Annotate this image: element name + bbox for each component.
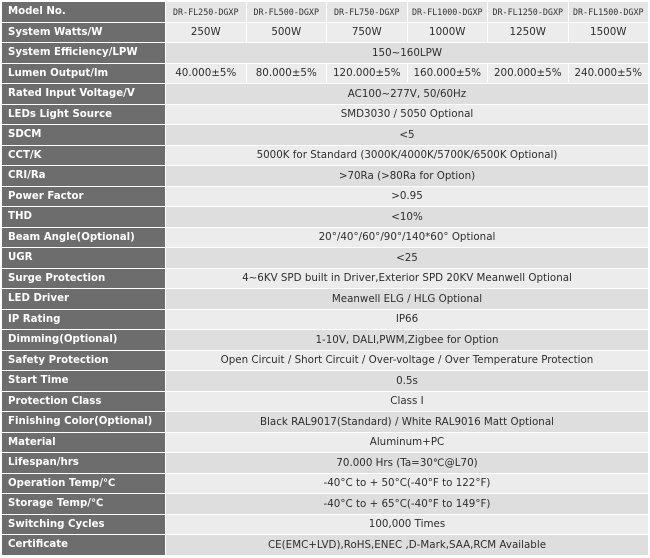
row-value: Aluminum+PC	[166, 432, 649, 453]
model-cell: DR-FL1500-DGXP	[568, 2, 649, 23]
row-value: Meanwell ELG / HLG Optional	[166, 289, 649, 310]
row-value: 150~160LPW	[166, 43, 649, 64]
row-label: UGR	[2, 248, 166, 269]
row-value: CE(EMC+LVD),RoHS,ENEC ,D-Mark,SAA,RCM Available	[166, 535, 649, 556]
row-value: AC100~277V, 50/60Hz	[166, 84, 649, 105]
row-value: Black RAL9017(Standard) / White RAL9016 Matt Optional	[166, 412, 649, 433]
row-label: Safety Protection	[2, 350, 166, 371]
table-row	[2, 330, 649, 351]
row-label: Start Time	[2, 371, 166, 392]
table-row	[2, 63, 649, 84]
table-row	[2, 371, 649, 392]
row-value: SMD3030 / 5050 Optional	[166, 104, 649, 125]
row-value: <10%	[166, 207, 649, 228]
row-label: LED Driver	[2, 289, 166, 310]
table-row	[2, 166, 649, 187]
lumen-cell: 200.000±5%	[488, 63, 569, 84]
table-row	[2, 186, 649, 207]
row-label: Switching Cycles	[2, 514, 166, 535]
row-value: 4~6KV SPD built in Driver,Exterior SPD 20KV Meanwell Optional	[166, 268, 649, 289]
row-label: Beam Angle(Optional)	[2, 227, 166, 248]
table-row	[2, 248, 649, 269]
row-label: Lifespan/hrs	[2, 453, 166, 474]
table-row	[2, 350, 649, 371]
row-value: <5	[166, 125, 649, 146]
watts-cell: 1250W	[488, 22, 569, 43]
row-label: CRI/Ra	[2, 166, 166, 187]
row-value: <25	[166, 248, 649, 269]
lumen-cell: 240.000±5%	[568, 63, 649, 84]
row-label: Certificate	[2, 535, 166, 556]
row-label-lumen: Lumen Output/lm	[2, 63, 166, 84]
row-value: 0.5s	[166, 371, 649, 392]
row-value: -40°C to + 50°C(-40°F to 122°F)	[166, 473, 649, 494]
model-cell: DR-FL750-DGXP	[327, 2, 408, 23]
row-label: IP Rating	[2, 309, 166, 330]
row-label: Power Factor	[2, 186, 166, 207]
row-label: Operation Temp/℃	[2, 473, 166, 494]
table-row	[2, 145, 649, 166]
table-row	[2, 207, 649, 228]
row-label: Protection Class	[2, 391, 166, 412]
row-value: Class Ⅰ	[166, 391, 649, 412]
row-value: 1-10V, DALI,PWM,Zigbee for Option	[166, 330, 649, 351]
row-label: Rated Input Voltage/V	[2, 84, 166, 105]
model-cell: DR-FL1000-DGXP	[407, 2, 488, 23]
row-label: Material	[2, 432, 166, 453]
table-row	[2, 43, 649, 64]
row-label: Dimming(Optional)	[2, 330, 166, 351]
table-row	[2, 104, 649, 125]
spec-table	[1, 1, 649, 556]
row-label: THD	[2, 207, 166, 228]
table-row	[2, 494, 649, 515]
watts-cell: 1500W	[568, 22, 649, 43]
table-row	[2, 84, 649, 105]
table-row	[2, 453, 649, 474]
table-row	[2, 514, 649, 535]
spec-rows	[2, 84, 649, 556]
lumen-cell: 80.000±5%	[246, 63, 327, 84]
table-row	[2, 535, 649, 556]
table-row	[2, 125, 649, 146]
row-value: Open Circuit / Short Circuit / Over-voltage / Over Temperature Protection	[166, 350, 649, 371]
row-label: SDCM	[2, 125, 166, 146]
row-value: 5000K for Standard (3000K/4000K/5700K/6500K Optional)	[166, 145, 649, 166]
row-label: Surge Protection	[2, 268, 166, 289]
lumen-cell: 40.000±5%	[166, 63, 247, 84]
row-label-model: Model No.	[2, 2, 166, 23]
row-value: 70.000 Hrs (Ta=30℃@L70)	[166, 453, 649, 474]
watts-cell: 500W	[246, 22, 327, 43]
row-value: -40°C to + 65°C(-40°F to 149°F)	[166, 494, 649, 515]
table-row	[2, 432, 649, 453]
model-cell: DR-FL500-DGXP	[246, 2, 327, 23]
watts-cell: 1000W	[407, 22, 488, 43]
table-row	[2, 391, 649, 412]
table-row	[2, 2, 649, 23]
row-label: Finishing Color(Optional)	[2, 412, 166, 433]
lumen-cell: 120.000±5%	[327, 63, 408, 84]
table-row	[2, 268, 649, 289]
model-cell: DR-FL1250-DGXP	[488, 2, 569, 23]
table-row	[2, 412, 649, 433]
row-value: IP66	[166, 309, 649, 330]
row-value: 20°/40°/60°/90°/140*60° Optional	[166, 227, 649, 248]
watts-cell: 250W	[166, 22, 247, 43]
table-row	[2, 309, 649, 330]
table-row	[2, 289, 649, 310]
row-value: 100,000 Times	[166, 514, 649, 535]
row-label: LEDs Light Source	[2, 104, 166, 125]
lumen-cell: 160.000±5%	[407, 63, 488, 84]
table-row	[2, 22, 649, 43]
row-label: Storage Temp/℃	[2, 494, 166, 515]
model-cell: DR-FL250-DGXP	[166, 2, 247, 23]
row-label: CCT/K	[2, 145, 166, 166]
table-row	[2, 473, 649, 494]
row-label-watts: System Watts/W	[2, 22, 166, 43]
table-row	[2, 227, 649, 248]
row-label: System Efficiency/LPW	[2, 43, 166, 64]
row-value: >0.95	[166, 186, 649, 207]
row-value: >70Ra (>80Ra for Option)	[166, 166, 649, 187]
watts-cell: 750W	[327, 22, 408, 43]
